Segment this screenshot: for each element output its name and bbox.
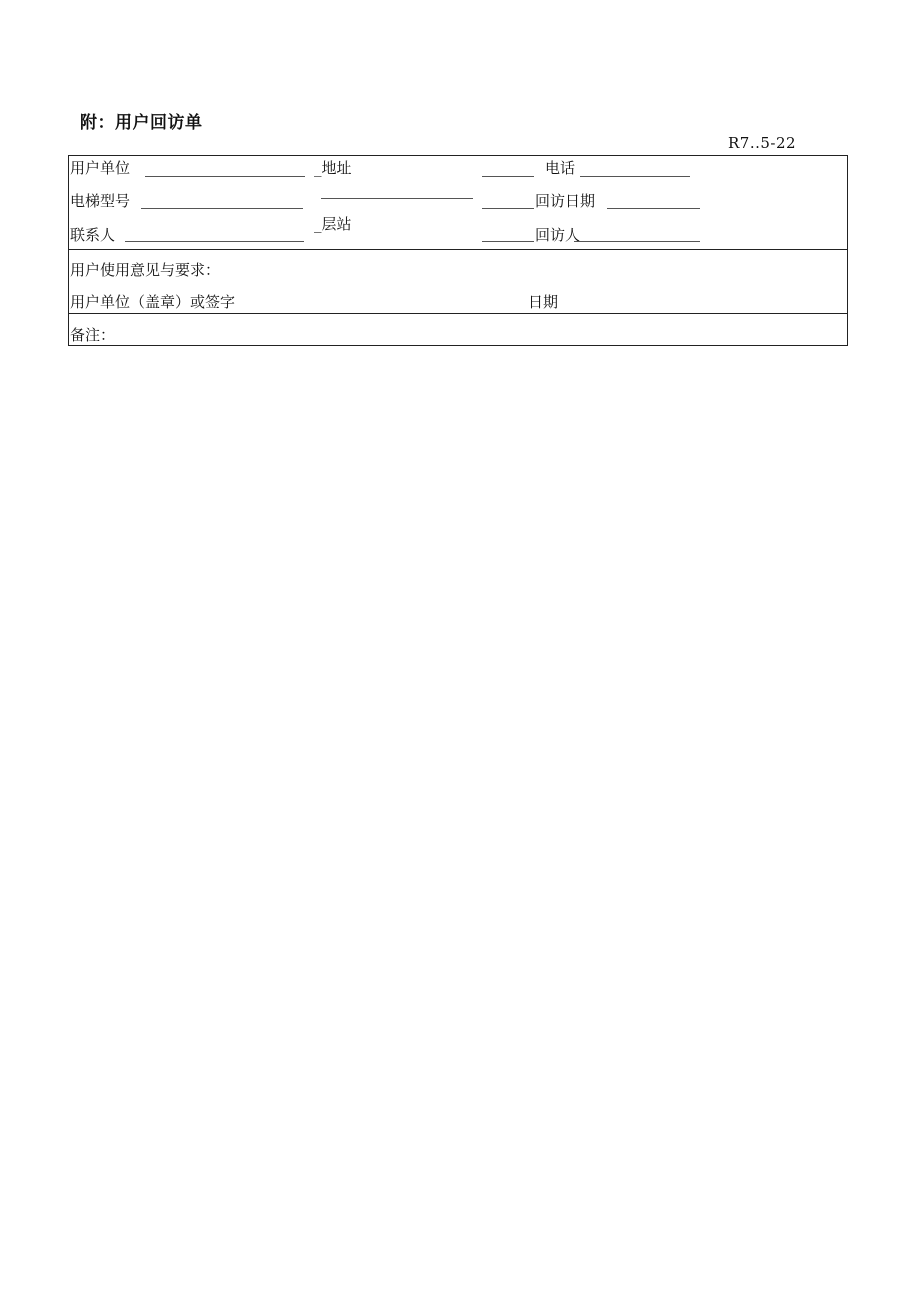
- address-label: _地址: [314, 159, 352, 177]
- signature-label: 用户单位（盖章）或签字: [70, 293, 236, 311]
- user-unit-label: 用户单位: [70, 159, 131, 177]
- visitor-field[interactable]: [574, 241, 700, 242]
- phone-label: 电话: [545, 159, 576, 177]
- section-divider: [69, 313, 847, 314]
- contact-field[interactable]: [125, 241, 304, 242]
- visit-date-lead[interactable]: [482, 208, 534, 209]
- visitor-lead[interactable]: [482, 241, 534, 242]
- visitor-label: 回访人: [535, 226, 581, 244]
- user-unit-field[interactable]: [145, 176, 305, 177]
- visit-date-label: 回访日期: [535, 192, 596, 210]
- elevator-model-label: 电梯型号: [70, 192, 131, 210]
- section-divider: [69, 249, 847, 250]
- elevator-model-field[interactable]: [141, 208, 303, 209]
- opinion-label: 用户使用意见与要求：: [70, 261, 221, 279]
- address-field[interactable]: [321, 198, 473, 199]
- address-field-end[interactable]: [482, 176, 534, 177]
- visit-form: [68, 155, 848, 346]
- visit-date-field[interactable]: [607, 208, 700, 209]
- contact-label: 联系人: [70, 226, 116, 244]
- date-label: 日期: [528, 293, 559, 311]
- page-title: 附：用户回访单: [80, 113, 203, 133]
- remarks-label: 备注：: [70, 326, 116, 344]
- form-code: R7..5-22: [728, 134, 797, 152]
- phone-field[interactable]: [580, 176, 690, 177]
- floors-label: _层站: [314, 215, 352, 233]
